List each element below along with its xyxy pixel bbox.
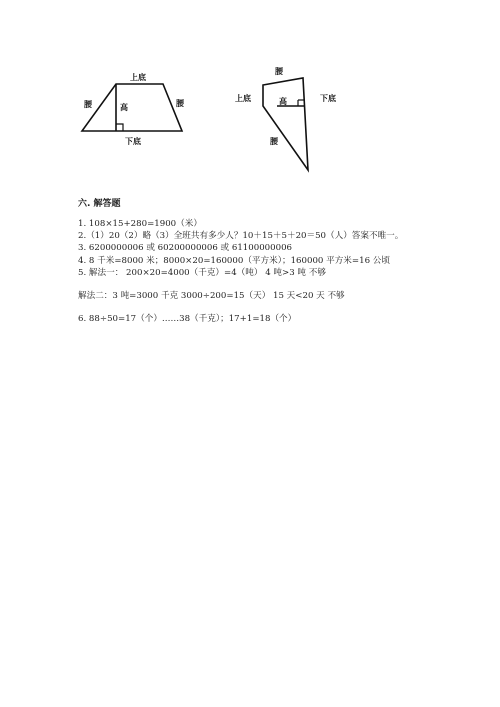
answer-6: 6. 88÷50=17（个）……38（千克）；17+1=18（个） [78, 314, 297, 325]
fig2-top-label: 腰 [275, 67, 283, 76]
fig1-left-label: 腰 [84, 100, 92, 109]
fig1-height-label: 高 [120, 103, 128, 112]
trapezoid-figure-2 [235, 66, 336, 170]
answer-5: 5. 解法一： 200×20=4000（千克）=4（吨） 4 吨>3 吨 不够 [78, 267, 326, 278]
answer-5-method-2: 解法二：3 吨=3000 千克 3000÷200=15（天） 15 天<20 天 不够 [78, 291, 345, 302]
answer-2: 2.（1）20（2）略（3）全班共有多少人？10＋15＋5＋20＝50（人）答案不唯一。 [78, 231, 404, 242]
fig1-right-label: 腰 [176, 99, 184, 108]
fig2-right-label: 下底 [320, 94, 336, 103]
fig1-bottom-label: 下底 [125, 137, 141, 146]
answer-1: 1. 108×15+280=1900（米） [78, 219, 202, 229]
section-title: 六. 解答题 [78, 199, 121, 209]
fig1-top-label: 上底 [130, 73, 146, 82]
trapezoid-figures [0, 0, 500, 180]
trapezoid-figure-1 [82, 72, 185, 146]
fig2-left-label: 上底 [235, 94, 251, 103]
fig2-height-label: 高 [279, 97, 287, 106]
answer-3: 3. 6200000006 或 60200000006 或 61100000006 [78, 243, 293, 254]
answer-4: 4. 8 千米=8000 米；8000×20=160000（平方米）；160000 平方米=16 公顷 [78, 255, 390, 266]
answer-list [78, 218, 418, 325]
fig2-bottom-label: 腰 [270, 137, 278, 146]
